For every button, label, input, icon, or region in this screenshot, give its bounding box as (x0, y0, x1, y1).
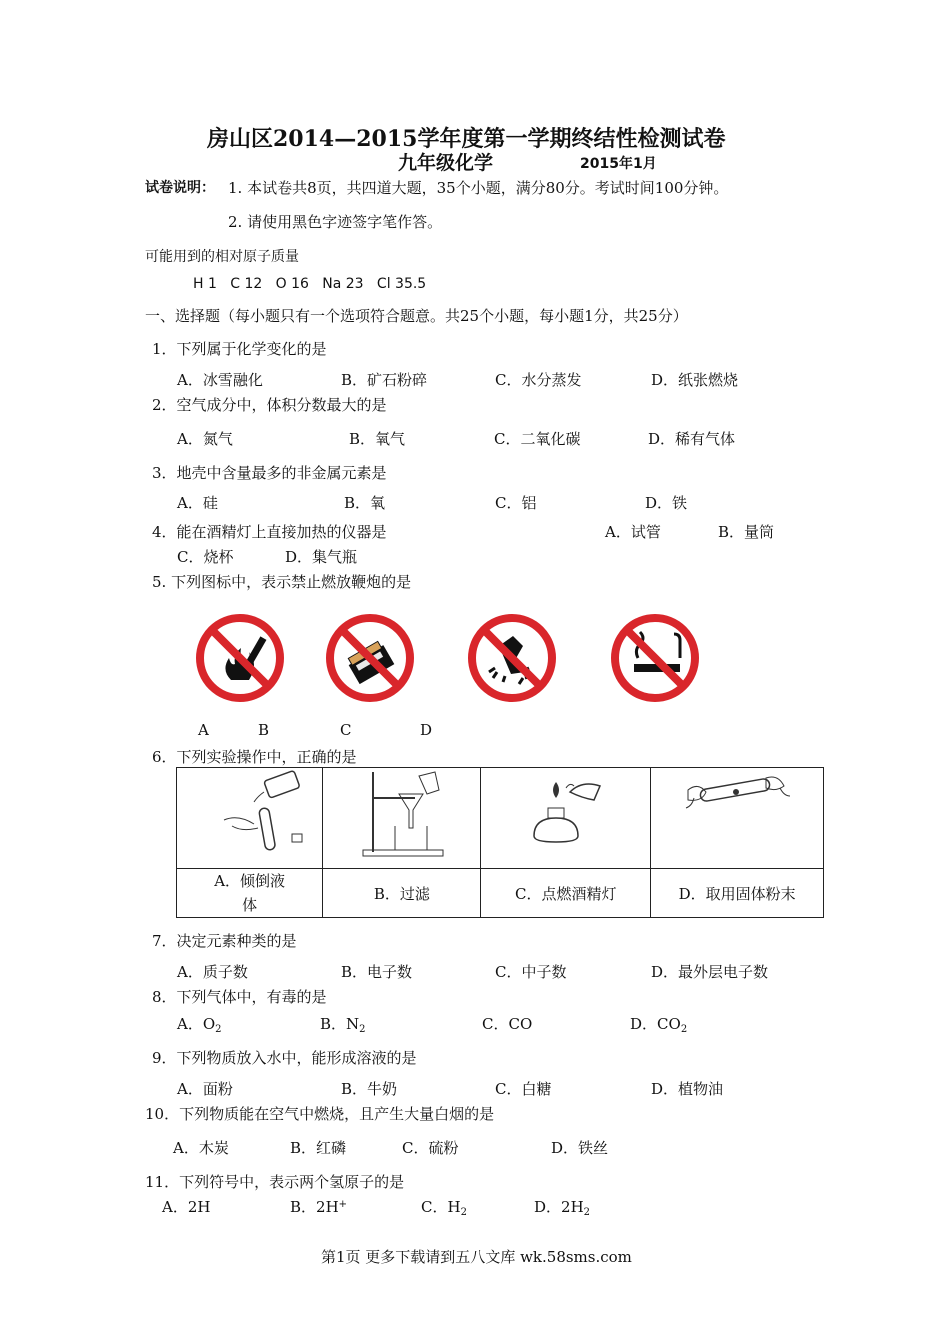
q11-b-sup: + (338, 1199, 348, 1210)
question-3-stem: 3．地壳中含量最多的非金属元素是 (152, 464, 387, 482)
q8-a-text: A．O (177, 1015, 216, 1033)
question-1-option-c: C．水分蒸发 (495, 371, 582, 389)
question-10-option-c: C．硫粉 (402, 1139, 459, 1157)
op-d-image (651, 768, 824, 869)
question-5-option-a: A (198, 721, 209, 739)
question-3-option-b: B．氧 (344, 494, 386, 512)
q8-b-sub: 2 (359, 1024, 366, 1035)
question-5-option-d: D (420, 721, 433, 739)
question-6-table (176, 767, 824, 918)
q8-a-sub: 2 (215, 1024, 222, 1035)
sign-c-icon (465, 612, 561, 704)
question-11-stem: 11．下列符号中，表示两个氢原子的是 (145, 1173, 405, 1191)
question-9-option-b: B．牛奶 (341, 1080, 398, 1098)
instructions-line-1: 1. 本试卷共8页，共四道大题，35个小题，满分80分。考试时间100分钟。 (228, 179, 729, 197)
q8-b-text: B．N (320, 1015, 360, 1033)
question-11-option-d (534, 1196, 590, 1218)
question-10-option-a: A．木炭 (173, 1139, 229, 1157)
question-7-option-b: B．电子数 (341, 963, 413, 981)
question-5-option-b: B (258, 721, 270, 739)
question-3-option-c: C．铝 (495, 494, 537, 512)
question-7-option-c: C．中子数 (495, 963, 567, 981)
question-9-option-a: A．面粉 (177, 1080, 233, 1098)
question-2-option-c: C．二氧化碳 (494, 430, 581, 448)
question-11-option-a: A．2H (162, 1198, 211, 1216)
q11-b-text: B．2H (290, 1198, 339, 1216)
q11-d-text: D．2H (534, 1198, 584, 1216)
op-c-image (481, 768, 651, 869)
question-7-option-d: D．最外层电子数 (651, 963, 769, 981)
question-2-option-d: D．稀有气体 (648, 430, 736, 448)
question-4-option-a: A．试管 (605, 523, 661, 541)
op-b-label: B．过滤 (323, 869, 481, 918)
solid-powder-icon (652, 768, 822, 864)
op-d-label: D．取用固体粉末 (651, 869, 824, 918)
question-1-stem: 1．下列属于化学变化的是 (152, 340, 327, 358)
exam-date: 2015年1月 (580, 156, 657, 172)
op-a-image (177, 768, 323, 869)
op-b-image (323, 768, 481, 869)
question-2-option-a: A．氮气 (177, 430, 233, 448)
question-11-option-b (290, 1196, 347, 1217)
q8-d-text: D．CO (630, 1015, 681, 1033)
question-7-option-a: A．质子数 (177, 963, 248, 981)
question-7-stem: 7．决定元素种类的是 (152, 932, 297, 950)
question-5-option-c: C (340, 721, 352, 739)
question-1-option-a: A．冰雪融化 (177, 371, 263, 389)
question-10-stem: 10．下列物质能在空气中燃烧，且产生大量白烟的是 (145, 1105, 495, 1123)
q11-c-sub: 2 (460, 1207, 467, 1218)
atomic-mass-heading: 可能用到的相对原子质量 (145, 249, 299, 265)
question-10-option-d: D．铁丝 (551, 1139, 609, 1157)
sign-d-icon (608, 612, 704, 704)
op-a-label-line1: A．倾倒液 (214, 872, 286, 890)
question-3-option-a: A．硅 (177, 494, 218, 512)
question-1-option-d: D．纸张燃烧 (651, 371, 739, 389)
instructions-line-2: 2. 请使用黑色字迹签字笔作答。 (228, 213, 443, 231)
q8-d-sub: 2 (680, 1024, 688, 1035)
question-6-stem: 6．下列实验操作中，正确的是 (152, 748, 357, 766)
page-footer: 第1页 更多下载请到五八文库 wk.58sms.com (321, 1248, 632, 1266)
sign-b-icon (323, 612, 419, 704)
q11-c-text: C．H (421, 1198, 461, 1216)
question-1-option-b: B．矿石粉碎 (341, 371, 428, 389)
question-9-stem: 9．下列物质放入水中，能形成溶液的是 (152, 1049, 417, 1067)
page-subtitle: 九年级化学 (398, 152, 494, 174)
question-2-option-b: B．氧气 (349, 430, 406, 448)
filtration-icon (327, 768, 477, 864)
question-3-option-d: D．铁 (645, 494, 688, 512)
question-8-option-b (320, 1013, 366, 1035)
q11-d-sub: 2 (583, 1207, 591, 1218)
question-5-stem: 5. 下列图标中，表示禁止燃放鞭炮的是 (152, 573, 412, 591)
atomic-mass-values: H 1 C 12 O 16 Na 23 Cl 35.5 (193, 276, 427, 292)
question-2-stem: 2．空气成分中，体积分数最大的是 (152, 396, 387, 414)
question-8-option-d (630, 1013, 687, 1035)
alcohol-lamp-icon (486, 768, 646, 864)
section-heading: 一、选择题（每小题只有一个选项符合题意。共25个小题，每小题1分，共25分） (145, 307, 688, 325)
question-4-option-b: B．量筒 (718, 523, 775, 541)
question-4-stem: 4．能在酒精灯上直接加热的仪器是 (152, 523, 387, 541)
question-8-option-a (177, 1013, 222, 1035)
op-a-label-line2: 体 (242, 896, 258, 914)
question-9-option-d: D．植物油 (651, 1080, 724, 1098)
op-a-label (177, 869, 323, 918)
pour-liquid-icon (180, 768, 320, 864)
sign-a-icon (193, 612, 289, 704)
question-4-option-d: D．集气瓶 (285, 548, 358, 566)
question-9-option-c: C．白糖 (495, 1080, 552, 1098)
question-10-option-b: B．红磷 (290, 1139, 347, 1157)
instructions-label: 试卷说明： (145, 180, 215, 196)
question-11-option-c (421, 1196, 467, 1218)
question-8-stem: 8．下列气体中，有毒的是 (152, 988, 327, 1006)
question-8-option-c: C．CO (482, 1015, 533, 1033)
question-4-option-c: C．烧杯 (177, 548, 234, 566)
op-c-label: C．点燃酒精灯 (481, 869, 651, 918)
page-title: 房山区2014—2015学年度第一学期终结性检测试卷 (207, 126, 726, 152)
